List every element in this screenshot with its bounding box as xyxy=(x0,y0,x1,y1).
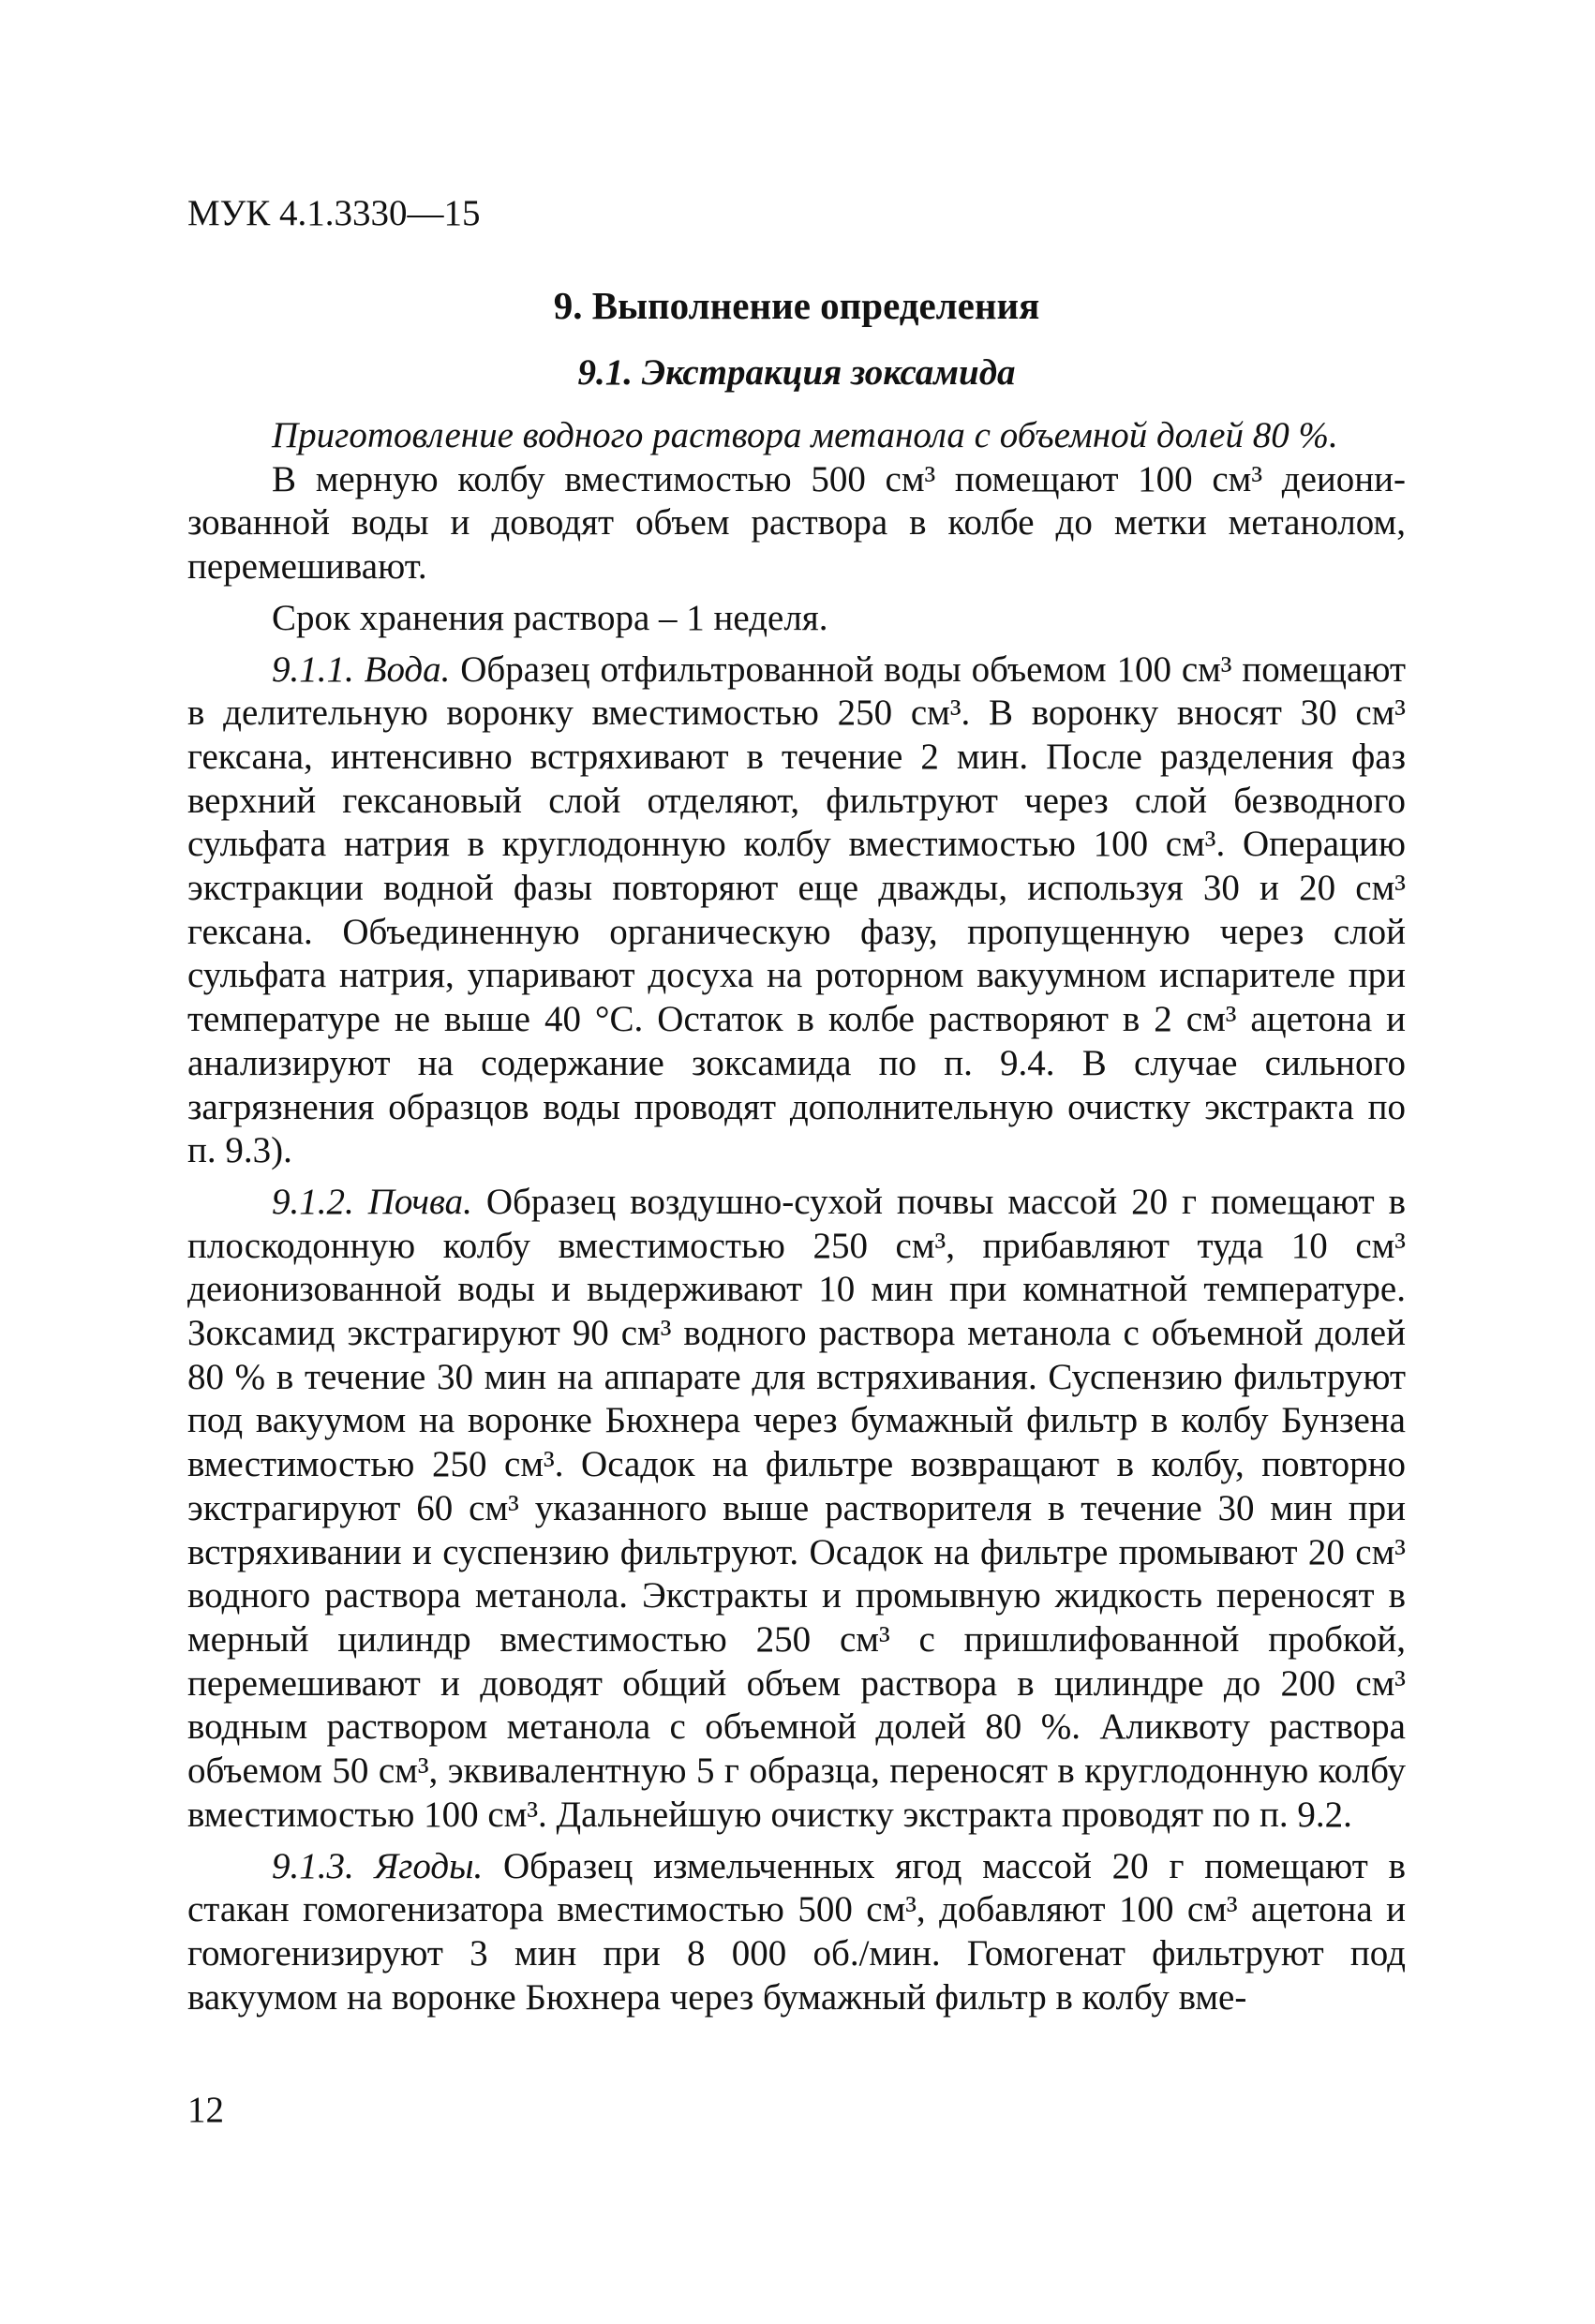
soil-paragraph xyxy=(187,1181,1406,1838)
page-number: 12 xyxy=(187,2090,224,2130)
water-text: Образец отфильтрованной воды объемом 100 см³ помещают в делительную воронку вместимостью 250 см³. В воронку вносят 30 см³ гексана, интенсивно встряхивают в течение 2 мин. После разделения фаз верхний гексановый слой отделяют, фильтруют через слой безводного сульфата натрия в круглодонную колбу вместимостью 100 см³. Операцию экстракции водной фазы повторяют еще дважды, используя 30 и 20 см³ гексана. Объединенную органическую фазу, пропущенную через слой сульфата натрия, упаривают досуха на роторном вакуумном испарителе при температуре не выше 40 °С. Остаток в колбе растворяют в 2 см³ ацетона и анализируют на содержание зоксамида по п. 9.4. В случае сильного загрязнения образцов воды проводят дополнительную очистку экстракта по п. 9.3). xyxy=(187,648,1406,1171)
water-paragraph xyxy=(187,648,1406,1173)
section-title: 9. Выполнение определения xyxy=(553,284,1040,327)
preparation-paragraph: В мерную колбу вместимостью 500 см³ помещают 100 см³ деионизованной воды и доводят объем раствора в колбе до метки метанолом, перемешивают. xyxy=(187,458,1406,588)
water-label: 9.1.1. Вода. xyxy=(272,648,451,690)
document-code-header: МУК 4.1.3330—15 xyxy=(187,193,481,233)
berries-text: Образец измельченных ягод массой 20 г помещают в стакан гомогенизатора вместимостью 500 см³, добавляют 100 см³ ацетона и гомогенизируют 3 мин при 8 000 об./мин. Гомогенат фильтруют под вакуумом на воронке Бюхнера через бумажный фильтр в колбу вме- xyxy=(187,1845,1406,2018)
storage-paragraph: Срок хранения раствора – 1 неделя. xyxy=(272,597,828,638)
soil-text: Образец воздушно-сухой почвы массой 20 г помещают в плоскодонную колбу вместимостью 250 см³, прибавляют туда 10 см³ деионизованной воды и выдерживают 10 мин при комнатной температуре. Зоксамид экстрагируют 90 см³ водного раствора метанола с объемной долей 80 % в течение 30 мин на аппарате для встряхивания. Суспензию фильтруют под вакуумом на воронке Бюхнера через бумажный фильтр в колбу Бунзена вместимостью 250 см³. Осадок на фильтре возвращают в колбу, повторно экстрагируют 60 см³ указанного выше растворителя в течение 30 мин при встряхивании и суспензию фильтруют. Осадок на фильтре промывают 20 см³ водного раствора метанола. Экстракты и промывную жидкость переносят в мерный цилиндр вместимостью 250 см³ с пришлифованной пробкой, перемешивают и доводят общий объем раствора в цилиндре до 200 см³ водным раствором метанола с объемной долей 80 %. Аликвоту раствора объемом 50 см³, эквивалентную 5 г образца, переносят в круглодонную колбу вместимостью 100 см³. Дальнейшую очистку экстракта проводят по п. 9.2. xyxy=(187,1181,1406,1835)
main-text-column xyxy=(187,281,1406,2019)
preparation-heading: Приготовление водного раствора метанола с объемной долей 80 %. xyxy=(272,415,1338,455)
soil-label: 9.1.2. Почва. xyxy=(272,1181,472,1222)
berries-paragraph xyxy=(187,1845,1406,2020)
subsection-title: 9.1. Экстракция зоксамида xyxy=(577,352,1016,393)
berries-label: 9.1.3. Ягоды. xyxy=(272,1845,484,1886)
